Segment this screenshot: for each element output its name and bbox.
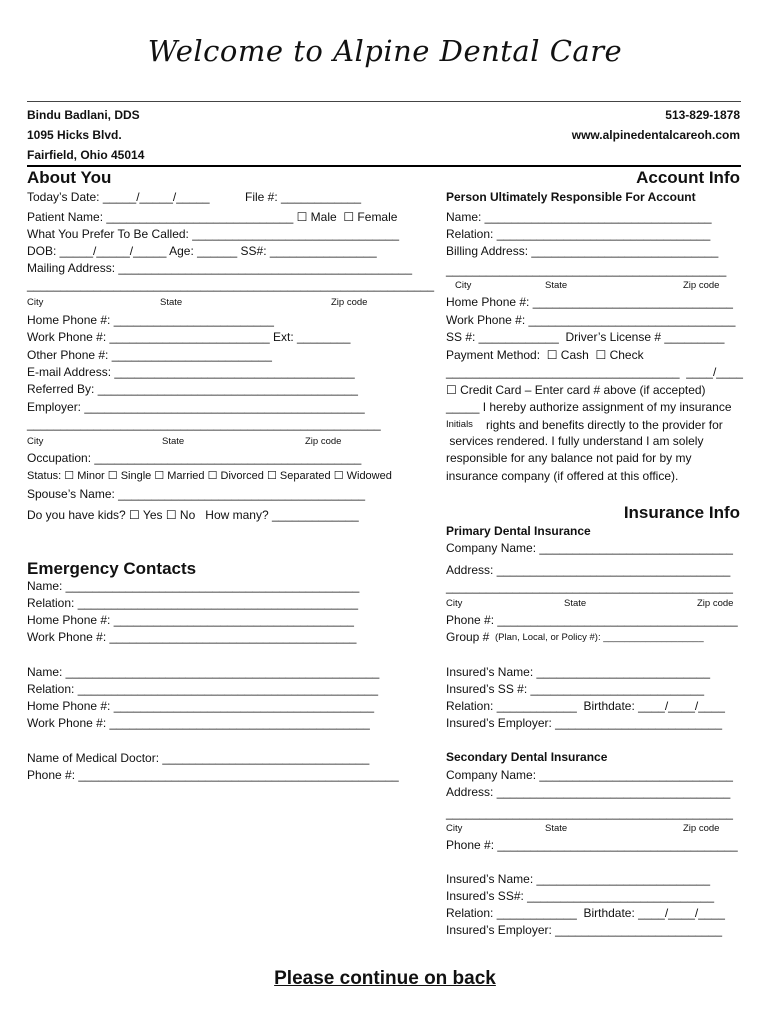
city-label: City (27, 436, 44, 447)
primary-address-field[interactable]: Address: ___________________________________ (446, 563, 731, 577)
secondary-relation-field[interactable]: Relation: ____________ Birthdate: ____/____/____ (446, 906, 725, 920)
authorization-text: services rendered. I fully understand I am solely (446, 434, 704, 448)
doctor-name: Bindu Badlani, DDS (27, 108, 140, 122)
mailing-address-field[interactable]: Mailing Address: ____________________________________________ (27, 261, 413, 275)
credit-card-checkbox[interactable]: ☐ Credit Card – Enter card # above (if accepted) (446, 383, 706, 397)
status-checkboxes[interactable]: Status: ☐ Minor ☐ Single ☐ Married ☐ Divorced ☐ Separated ☐ Widowed (27, 470, 392, 482)
state-label: State (162, 436, 185, 447)
secondary-insured-ss-field[interactable]: Insured’s SS#: ____________________________ (446, 889, 715, 903)
authorization-text: insurance company (if offered at this office). (446, 469, 679, 483)
state-label: State (564, 598, 587, 609)
emergency-home-phone-field[interactable]: Home Phone #: _______________________________________ (27, 699, 374, 713)
practice-website[interactable]: www.alpinedentalcareoh.com (571, 128, 740, 142)
zip-label: Zip code (683, 280, 720, 291)
other-phone-field[interactable]: Other Phone #: ________________________ (27, 348, 272, 362)
primary-insurance-label: Primary Dental Insurance (446, 524, 591, 538)
mailing-address-line2[interactable]: _____________________________________________________________ (27, 278, 435, 292)
secondary-phone-field[interactable]: Phone #: ____________________________________ (446, 838, 738, 852)
emergency-relation-field[interactable]: Relation: __________________________________________ (27, 596, 358, 610)
patient-name-field[interactable]: Patient Name: ____________________________ ☐ Male ☐ Female (27, 210, 398, 224)
emergency-name-field[interactable]: Name: _______________________________________________ (27, 665, 380, 679)
practice-street: 1095 Hicks Blvd. (27, 128, 122, 142)
city-label: City (446, 823, 463, 834)
state-label: State (545, 280, 568, 291)
zip-label: Zip code (305, 436, 342, 447)
secondary-insurance-label: Secondary Dental Insurance (446, 750, 608, 764)
referred-by-field[interactable]: Referred By: _______________________________________ (27, 382, 358, 396)
insured-ss-field[interactable]: Insured’s SS #: __________________________ (446, 682, 705, 696)
authorize-initials-field[interactable]: _____ I hereby authorize assignment of my insurance (446, 400, 732, 414)
primary-company-field[interactable]: Company Name: _____________________________ (446, 541, 733, 555)
city-label: City (455, 280, 472, 291)
city-label: City (446, 598, 463, 609)
insured-name-field[interactable]: Insured’s Name: __________________________ (446, 665, 711, 679)
practice-city: Fairfield, Ohio 45014 (27, 148, 145, 162)
about-heading: About You (27, 168, 112, 187)
account-home-phone-field[interactable]: Home Phone #: ______________________________ (446, 295, 733, 309)
account-work-phone-field[interactable]: Work Phone #: _______________________________ (446, 313, 736, 327)
section-divider (27, 165, 741, 167)
secondary-address-field[interactable]: Address: ___________________________________ (446, 785, 731, 799)
emergency-name-field[interactable]: Name: ____________________________________________ (27, 579, 360, 593)
insurance-heading: Insurance Info (623, 503, 740, 522)
dob-field[interactable]: DOB: _____/_____/_____ Age: ______ SS#: ________________ (27, 244, 377, 258)
state-label: State (160, 297, 183, 308)
secondary-insured-name-field[interactable]: Insured’s Name: __________________________ (446, 872, 711, 886)
work-phone-field[interactable]: Work Phone #: ________________________ Ext: ________ (27, 330, 351, 344)
account-name-field[interactable]: Name: __________________________________ (446, 210, 712, 224)
card-number-field[interactable]: ___________________________________ ____/____ (446, 365, 743, 379)
preferred-name-field[interactable]: What You Prefer To Be Called: _______________________________ (27, 227, 400, 241)
group-number-label: Group # (446, 630, 490, 644)
employer-line2[interactable]: _____________________________________________________ (27, 417, 381, 431)
account-heading: Account Info (636, 168, 740, 187)
spouse-name-field[interactable]: Spouse’s Name: _____________________________________ (27, 487, 366, 501)
secondary-company-field[interactable]: Company Name: _____________________________ (446, 768, 733, 782)
group-number-field[interactable]: (Plan, Local, or Policy #): ___________________ (495, 632, 704, 643)
authorization-text: responsible for any balance not paid for by my (446, 451, 692, 465)
home-phone-field[interactable]: Home Phone #: ________________________ (27, 313, 274, 327)
insured-employer-field[interactable]: Insured’s Employer: _________________________ (446, 716, 723, 730)
medical-doctor-field[interactable]: Name of Medical Doctor: _______________________________ (27, 751, 370, 765)
practice-phone: 513-829-1878 (665, 108, 740, 122)
primary-phone-field[interactable]: Phone #: ____________________________________ (446, 613, 738, 627)
payment-method-checkboxes[interactable]: Payment Method: ☐ Cash ☐ Check (446, 348, 644, 362)
email-field[interactable]: E-mail Address: ____________________________________ (27, 365, 355, 379)
account-relation-field[interactable]: Relation: ________________________________ (446, 227, 711, 241)
continue-note: Please continue on back (274, 968, 496, 989)
secondary-address-line2[interactable]: ___________________________________________ (446, 806, 733, 820)
authorization-text: rights and benefits directly to the provider for (486, 418, 723, 432)
emergency-heading: Emergency Contacts (27, 559, 197, 578)
billing-address-line2[interactable]: __________________________________________ (446, 263, 727, 277)
state-label: State (545, 823, 568, 834)
account-subheading: Person Ultimately Responsible For Account (446, 190, 696, 204)
zip-label: Zip code (697, 598, 734, 609)
initials-label: Initials (446, 419, 473, 430)
header-divider (27, 101, 741, 102)
insured-relation-field[interactable]: Relation: ____________ Birthdate: ____/____/____ (446, 699, 725, 713)
file-number-field[interactable]: File #: ____________ (245, 190, 362, 204)
todays-date-field[interactable]: Today’s Date: _____/_____/_____ (27, 190, 210, 204)
emergency-home-phone-field[interactable]: Home Phone #: ____________________________________ (27, 613, 354, 627)
employer-field[interactable]: Employer: __________________________________________ (27, 400, 365, 414)
emergency-work-phone-field[interactable]: Work Phone #: _______________________________________ (27, 716, 370, 730)
city-label: City (27, 297, 44, 308)
billing-address-field[interactable]: Billing Address: ____________________________ (446, 244, 719, 258)
primary-address-line2[interactable]: ___________________________________________ (446, 580, 733, 594)
secondary-employer-field[interactable]: Insured’s Employer: _________________________ (446, 923, 723, 937)
page-title: Welcome to Alpine Dental Care (147, 34, 623, 68)
ss-license-field[interactable]: SS #: ____________ Driver’s License # _________ (446, 330, 725, 344)
zip-label: Zip code (331, 297, 368, 308)
kids-field[interactable]: Do you have kids? ☐ Yes ☐ No How many? _____________ (27, 508, 359, 522)
occupation-field[interactable]: Occupation: ________________________________________ (27, 451, 362, 465)
medical-doctor-phone-field[interactable]: Phone #: ________________________________________________ (27, 768, 399, 782)
emergency-relation-field[interactable]: Relation: _____________________________________________ (27, 682, 379, 696)
zip-label: Zip code (683, 823, 720, 834)
emergency-work-phone-field[interactable]: Work Phone #: _____________________________________ (27, 630, 357, 644)
